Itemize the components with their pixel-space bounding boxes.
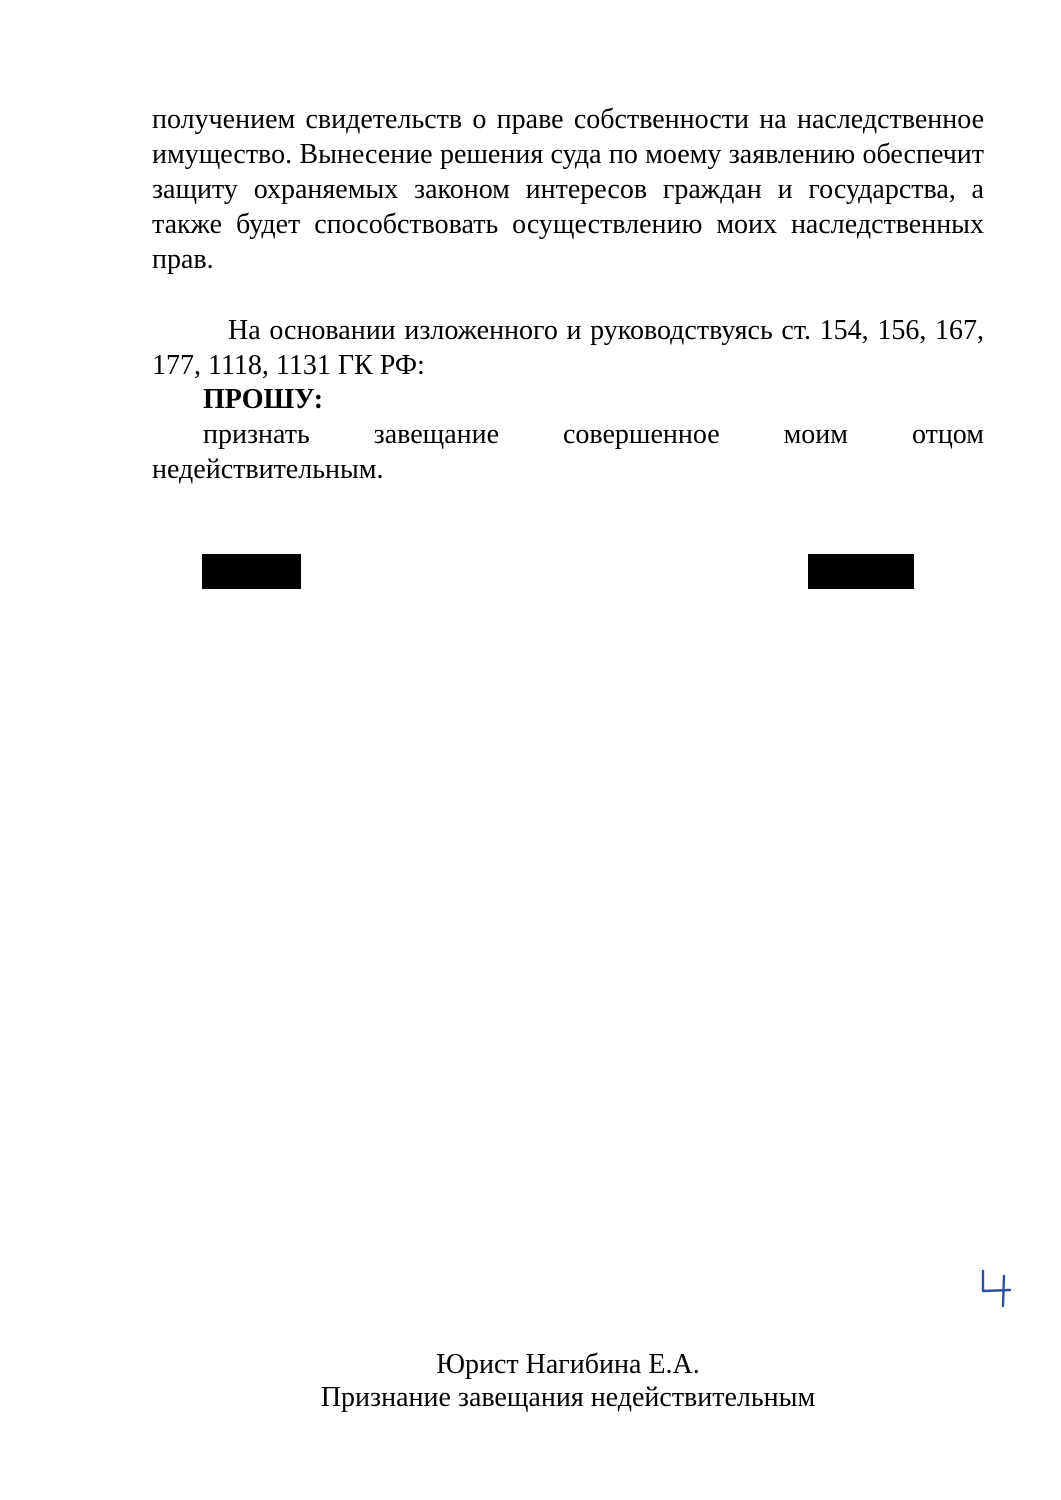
redaction-block-signature — [202, 554, 301, 589]
handwritten-page-number — [970, 1262, 1020, 1312]
request-text: признать завещание совершенное моим отцом недействительным. — [152, 419, 984, 485]
request-heading: ПРОШУ: — [203, 384, 324, 415]
body-paragraph-inheritance-rights: получением свидетельств о праве собственности на наследственное имущество. Вынесение решения суда по моему заявлению обеспечит защиту охраняемых законом интересов граждан и государства, а также будет способствовать осуществлению моих наследственных прав. — [152, 104, 984, 275]
footer-document-title: Признание завещания недействительным — [320, 1382, 816, 1413]
redaction-block-name — [808, 554, 914, 589]
body-paragraph-legal-basis: На основании изложенного и руководствуясь ст. 154, 156, 167, 177, 1118, 1131 ГК РФ: — [152, 315, 984, 381]
footer-author: Юрист Нагибина Е.А. — [436, 1349, 700, 1380]
